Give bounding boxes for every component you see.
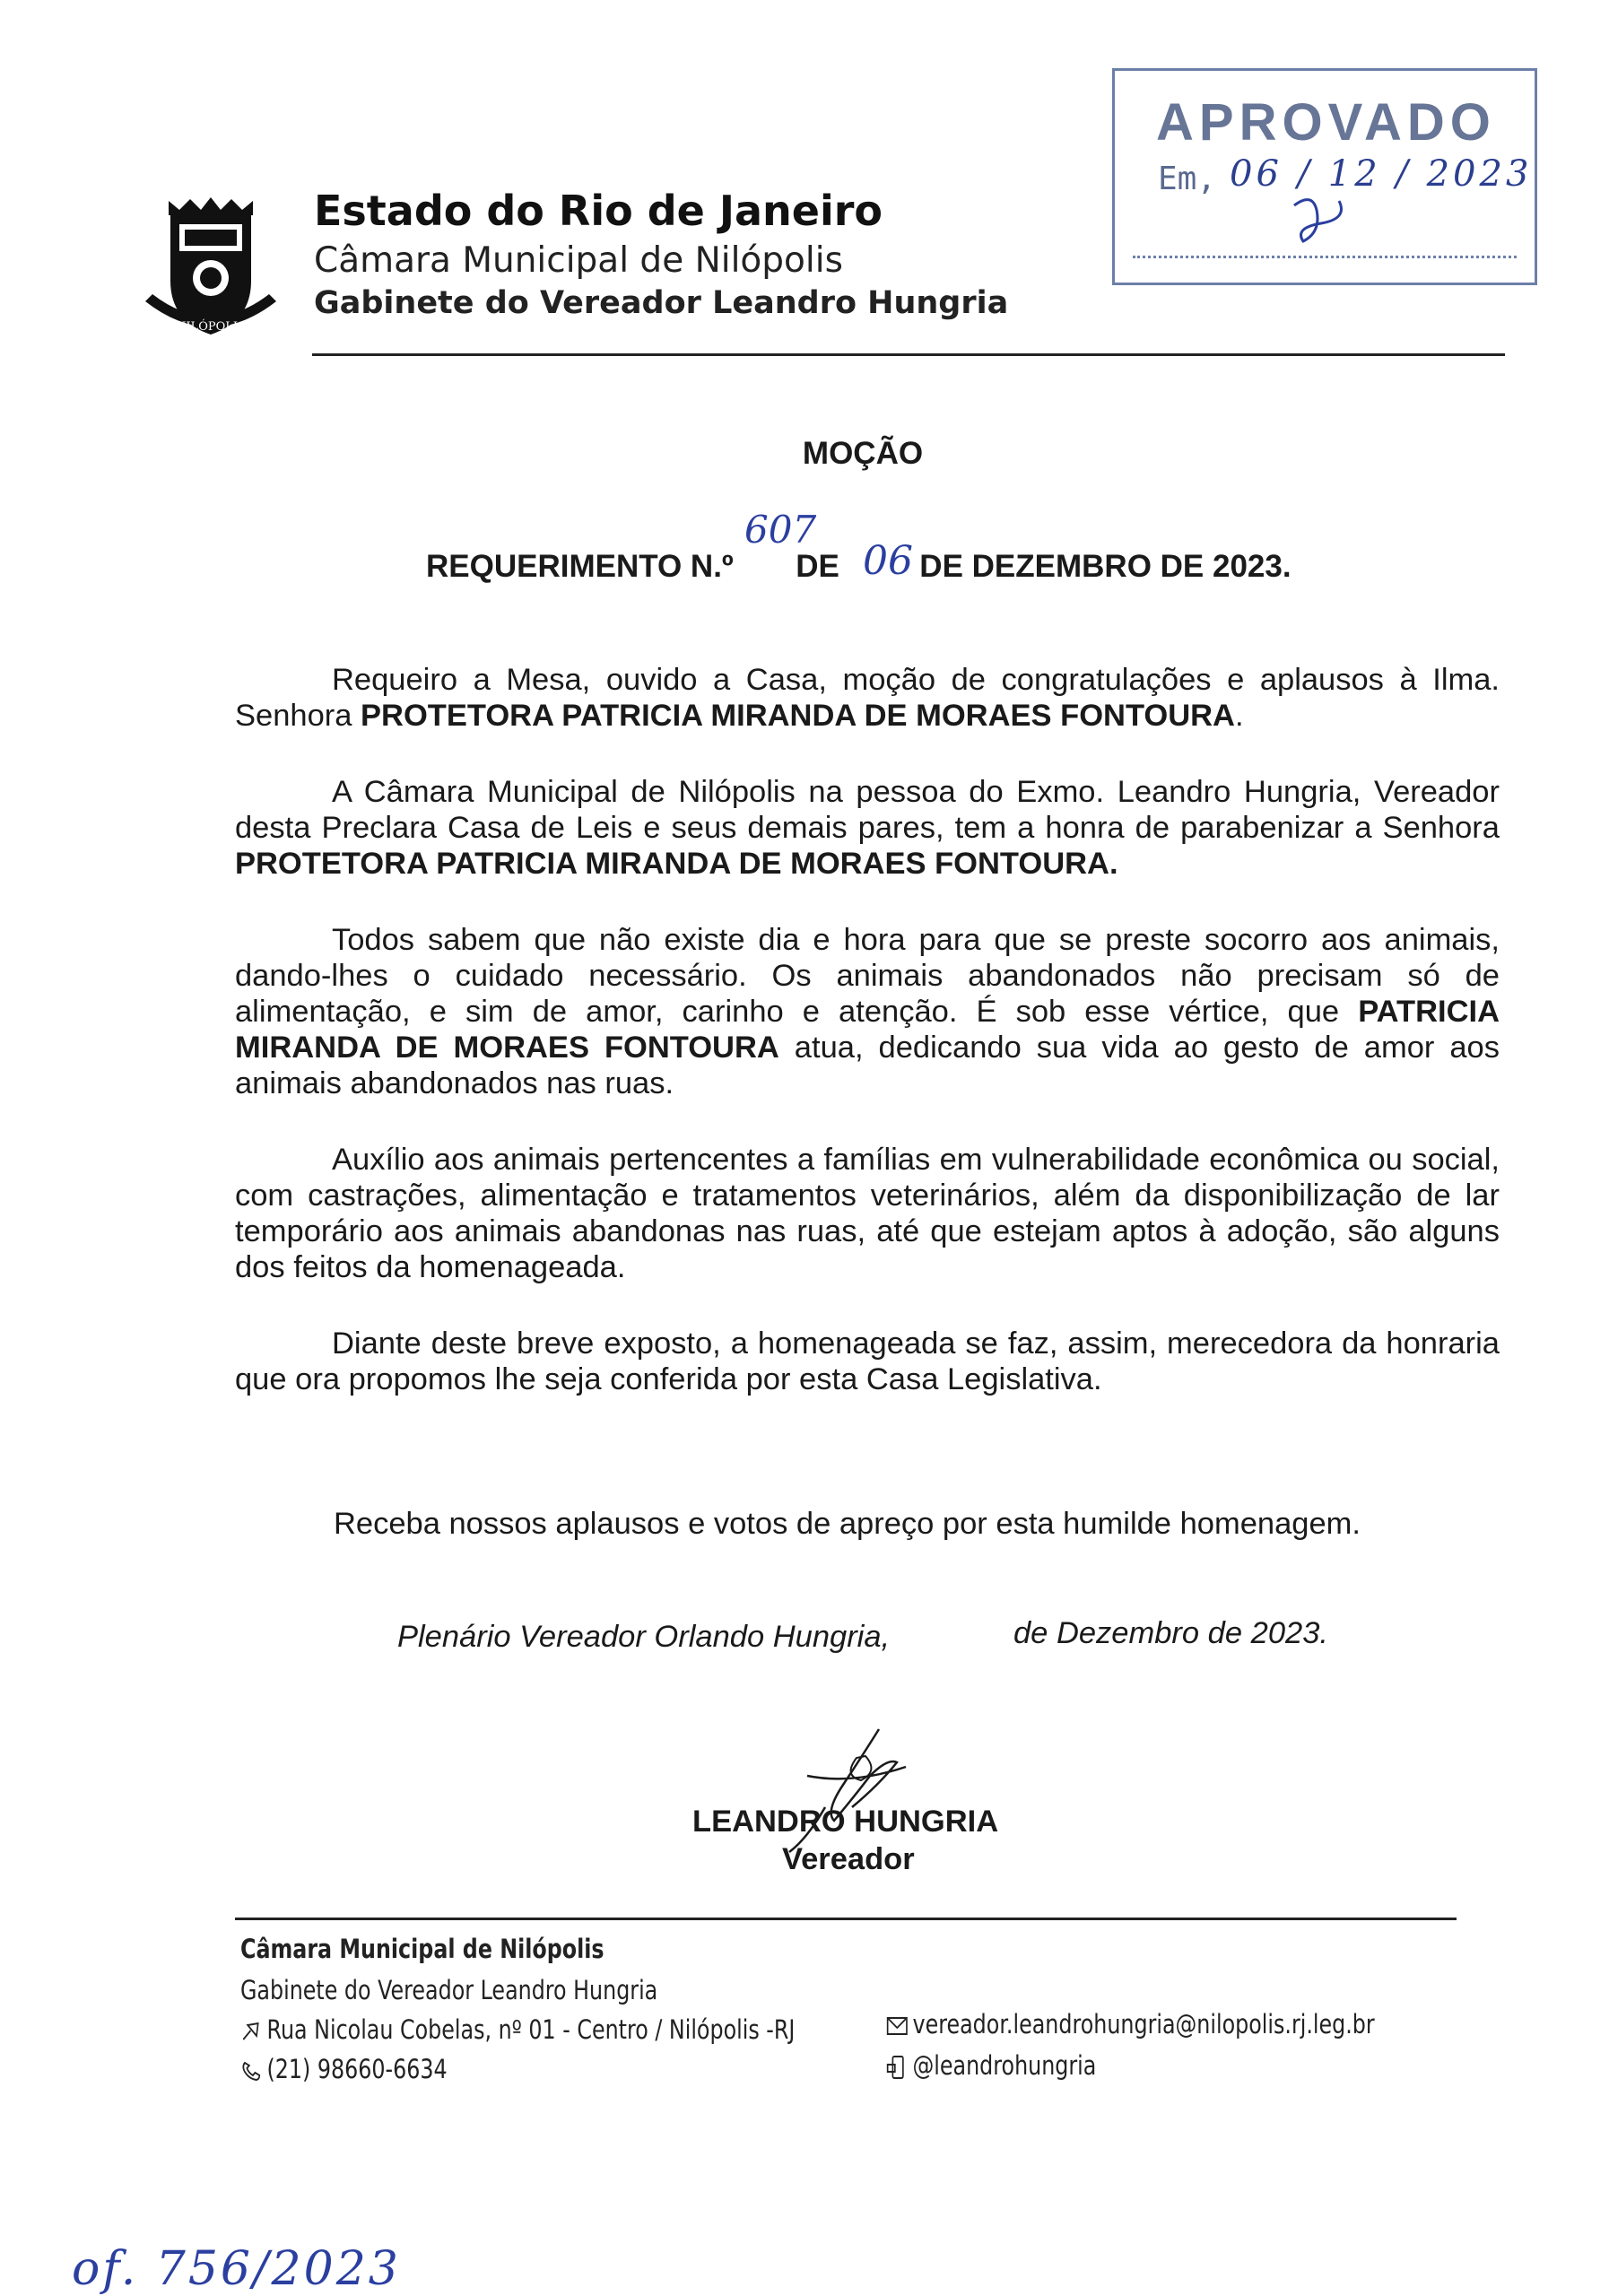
footer-gabinete: Gabinete do Vereador Leandro Hungria — [240, 1975, 658, 2005]
document-body — [235, 662, 1500, 1438]
stamp-date-handwritten: 06 / 12 / 2023 — [1230, 153, 1533, 195]
signature-role: Vereador — [782, 1842, 915, 1876]
header-state: Estado do Rio de Janeiro — [314, 187, 883, 235]
footer-social-row — [886, 2050, 1096, 2081]
paragraph-1: Requeiro a Mesa, ouvido a Casa, moção de congratulações e aplausos à Ilma. Senhora PROTETORA PATRICIA MIRANDA DE MORAES FONTOURA. — [235, 663, 1500, 733]
req-suffix: DE DEZEMBRO DE 2023. — [919, 549, 1292, 584]
footer-phone-row — [240, 2054, 448, 2084]
signature-name: LEANDRO HUNGRIA — [692, 1805, 999, 1839]
handwritten-office-number: of. 756/2023 — [72, 2242, 401, 2296]
footer-phone: (21) 98660-6634 — [266, 2054, 448, 2084]
municipal-crest-icon — [144, 196, 278, 348]
paragraph-4: Auxílio aos animais pertencentes a famílias em vulnerabilidade econômica ou social, com castrações, alimentação e tratamentos veterinários, além da disponibilização de lar temporário aos animais abandonas nas ruas, até que estejam aptos à adoção, são alguns dos feitos da homenageada. — [235, 1143, 1500, 1284]
footer-camara: Câmara Municipal de Nilópolis — [240, 1934, 604, 1964]
paragraph-3: Todos sabem que não existe dia e hora para que se preste socorro aos animais, dando-lhes o cuidado necessário. Os animais abandonados não precisam só de alimentação, e sim de amor, carinho e atenção. É sob esse vértice, que PATRICIA MIRANDA DE MORAES FONTOURA atua, dedicando sua vida ao gesto de amor aos animais abandonados nas ruas. — [235, 923, 1500, 1100]
footer-address: Rua Nicolau Cobelas, nº 01 - Centro / Nilópolis -RJ — [266, 2014, 796, 2045]
req-de: DE — [796, 549, 839, 584]
footer-social[interactable]: @leandrohungria — [912, 2050, 1097, 2081]
stamp-initials-icon — [1276, 187, 1366, 250]
footer-email[interactable]: vereador.leandrohungria@nilopolis.rj.leg.br — [912, 2009, 1375, 2039]
stamp-em-label: Em, — [1158, 161, 1217, 197]
stamp-dotted-line — [1133, 256, 1517, 258]
closing-line: Receba nossos aplausos e votos de apreço por esta humilde homenagem. — [334, 1507, 1361, 1541]
requerimento-line — [426, 549, 1292, 585]
header-divider — [312, 353, 1505, 356]
place-date: de Dezembro de 2023. — [1013, 1616, 1328, 1650]
header-gabinete: Gabinete do Vereador Leandro Hungria — [314, 285, 1009, 321]
footer-email-row — [886, 2009, 1375, 2039]
crest-text: NILÓPOLIS — [176, 320, 246, 334]
header-camara: Câmara Municipal de Nilópolis — [314, 240, 843, 281]
requerimento-number-handwritten: 607 — [744, 508, 817, 552]
paragraph-2: A Câmara Municipal de Nilópolis na pessoa do Exmo. Leandro Hungria, Vereador desta Preclara Casa de Leis e seus demais pares, tem a honra de parabenizar a Senhora PROTETORA PATRICIA MIRANDA DE MORAES FONTOURA. — [235, 775, 1500, 881]
stamp-title: APROVADO — [1156, 93, 1496, 152]
envelope-icon — [886, 2014, 909, 2038]
document-title: MOÇÃO — [802, 436, 924, 471]
requerimento-day-handwritten: 06 — [863, 538, 913, 584]
approval-stamp — [1112, 68, 1537, 285]
footer-divider — [235, 1918, 1457, 1920]
paragraph-5: Diante deste breve exposto, a homenageada se faz, assim, merecedora da honraria que ora propomos lhe seja conferida por esta Casa Legislativa. — [235, 1326, 1500, 1396]
req-prefix: REQUERIMENTO N.º — [426, 549, 734, 584]
phone-icon — [240, 2059, 263, 2083]
footer-address-row — [240, 2014, 795, 2045]
place-line: Plenário Vereador Orlando Hungria, — [397, 1620, 891, 1654]
mobile-social-icon — [886, 2056, 909, 2079]
map-pin-icon — [240, 2020, 263, 2043]
